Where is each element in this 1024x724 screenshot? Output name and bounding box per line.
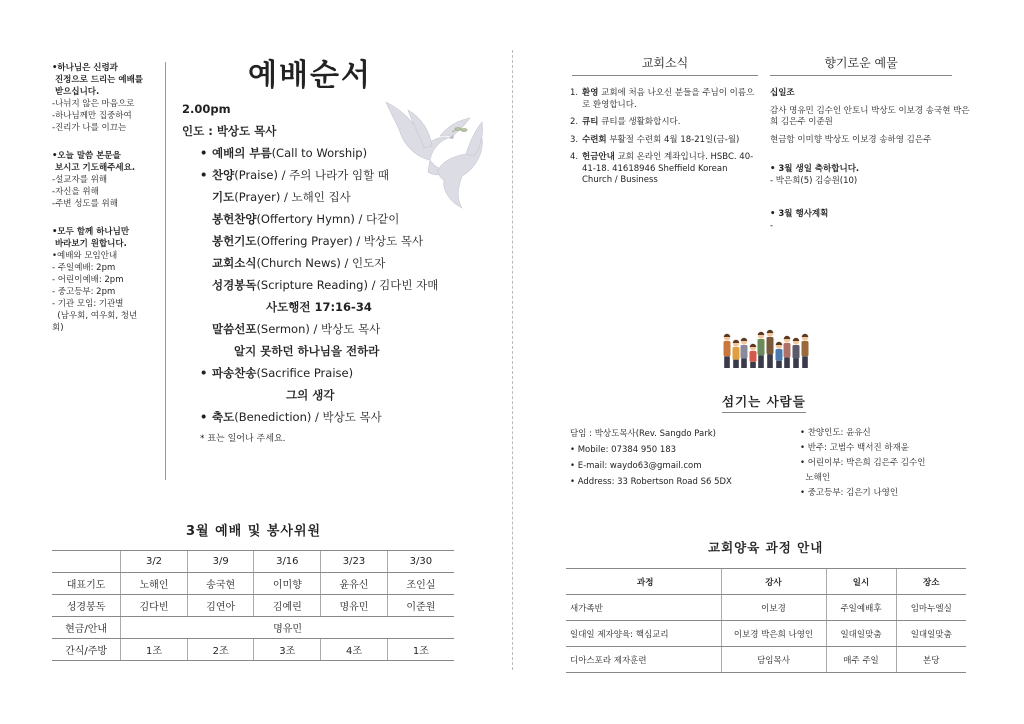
order-item-label: 말씀선포 xyxy=(212,322,257,336)
contact-line: • Mobile: 07384 950 183 xyxy=(570,445,677,455)
education-table xyxy=(566,568,966,673)
sidebar-line: -자신을 위해 xyxy=(52,187,99,197)
schedule-header-cell xyxy=(52,551,121,573)
sidebar-line: - 기관 모임: 기관별 xyxy=(52,299,124,309)
schedule-cell: 명유민 xyxy=(321,595,388,617)
worship-order xyxy=(182,98,512,450)
events-heading: • 3월 행사계획 xyxy=(770,209,829,219)
sidebar-line: •모두 함께 하나님만 xyxy=(52,227,130,237)
education-cell: 담임목사 xyxy=(721,647,826,673)
sidebar-line: - 주일예배: 2pm xyxy=(52,263,116,273)
order-bullet: • xyxy=(200,146,208,160)
schedule-cell: 4조 xyxy=(321,639,388,661)
schedule-cell: 송국현 xyxy=(187,573,254,595)
education-row xyxy=(566,621,966,647)
education-cell: 일대일맞춤 xyxy=(826,621,896,647)
schedule-cell: 이미향 xyxy=(254,573,321,595)
schedule-header-cell: 3/30 xyxy=(387,551,454,573)
person-figure xyxy=(793,338,800,368)
sidebar-line: -진리가 나를 이끄는 xyxy=(52,123,127,133)
news-text: 수련회 부활절 수련회 4월 18-21일(금-월) xyxy=(582,134,740,145)
news-num: 3. xyxy=(570,134,579,145)
news-text: 환영 교회에 처음 나오신 분들을 주님이 이름으로 환영합니다. xyxy=(582,88,755,110)
education-cell: 이보경 박은희 나영인 xyxy=(721,621,826,647)
order-item: • 찬양(Praise) / 주의 나라가 임할 때 xyxy=(182,164,512,186)
education-cell: 본당 xyxy=(896,647,966,673)
birthday-list: - 박은희(5) 김승원(10) xyxy=(770,175,858,186)
news-num: 2. xyxy=(570,117,579,127)
news-label: 헌금안내 xyxy=(582,152,615,162)
sidebar-line: •하나님은 신령과 xyxy=(52,63,118,73)
schedule-row xyxy=(52,573,454,595)
order-item: 기도(Prayer) / 노해인 집사 xyxy=(212,190,351,204)
order-item-label: 예배의 부름 xyxy=(212,146,272,160)
education-row xyxy=(566,647,966,673)
schedule-row xyxy=(52,639,454,661)
people-illustration xyxy=(722,328,816,368)
sidebar-line: •오늘 말씀 본문을 xyxy=(52,151,121,161)
education-header-cell: 과정 xyxy=(566,569,721,595)
news-item xyxy=(570,117,760,129)
person-figure xyxy=(733,340,740,368)
schedule-cell: 이준원 xyxy=(387,595,454,617)
servers-title: 섬기는 사람들 xyxy=(722,392,806,413)
sidebar-line: •예배와 모임안내 xyxy=(52,251,118,261)
tithe-label: 십일조 xyxy=(770,88,795,98)
schedule-cell: 김다빈 xyxy=(121,595,188,617)
order-item: 그의 생각 xyxy=(286,388,335,402)
news-title: 교회소식 xyxy=(572,54,758,76)
offering-box: 현금함 이미향 박상도 이보경 송하영 김은주 xyxy=(770,134,932,145)
schedule-header-cell: 3/23 xyxy=(321,551,388,573)
order-bullet: • xyxy=(200,366,208,380)
sidebar-line: 진정으로 드리는 예배를 xyxy=(52,75,143,85)
schedule-table xyxy=(52,550,454,661)
leader-line: • 찬양인도: 윤유신 xyxy=(800,428,871,438)
order-bullet: • xyxy=(200,410,208,424)
order-item: • 예배의 부름(Call to Worship) xyxy=(182,142,512,164)
schedule-cell: 김연아 xyxy=(187,595,254,617)
person-figure xyxy=(767,330,774,368)
news-num: 4. xyxy=(570,152,579,162)
education-title: 교회양육 과정 안내 xyxy=(708,540,824,555)
sidebar-line: 보시고 기도해주세요. xyxy=(52,163,136,173)
events-list: - xyxy=(770,220,774,231)
person-figure xyxy=(741,338,748,368)
contact-line: • E-mail: waydo63@gmail.com xyxy=(570,461,702,471)
order-item: 알지 못하던 하나님을 전하라 xyxy=(234,344,380,358)
order-item: 교회소식(Church News) / 인도자 xyxy=(212,256,386,270)
schedule-cell: 성경봉독 xyxy=(52,595,121,617)
order-item: 말씀선포(Sermon) / 박상도 목사 xyxy=(212,322,381,336)
order-item-label: 파송찬송 xyxy=(212,366,257,380)
education-row xyxy=(566,595,966,621)
schedule-title: 3월 예배 및 봉사위원 xyxy=(186,524,322,539)
person-figure xyxy=(802,334,809,368)
church-news xyxy=(570,88,760,193)
schedule-cell: 대표기도 xyxy=(52,573,121,595)
offerings xyxy=(770,88,970,232)
leader-line: 노해인 xyxy=(800,473,831,483)
education-cell: 매주 주일 xyxy=(826,647,896,673)
schedule-header-cell: 3/16 xyxy=(254,551,321,573)
news-text: 헌금안내 교회 온라인 계좌입니다. HSBC. 40-41-18. 41618946 Sheffield Korean Church / Business xyxy=(582,152,754,185)
sidebar-line: 회) xyxy=(52,323,64,333)
order-item-label: 축도 xyxy=(212,410,235,424)
schedule-cell: 윤유신 xyxy=(321,573,388,595)
schedule-cell: 노해인 xyxy=(121,573,188,595)
ministry-leaders xyxy=(800,426,970,501)
education-cell: 임마누엘실 xyxy=(896,595,966,621)
sidebar-line: -나뉘지 않은 마음으로 xyxy=(52,99,135,109)
news-label: 큐티 xyxy=(582,117,599,127)
schedule-cell: 김예린 xyxy=(254,595,321,617)
thanks-offering: 감사 명유민 김수인 안토니 박상도 이보경 송국현 박은희 김은주 이준원 xyxy=(770,105,970,127)
news-text: 큐티 큐티를 생활화합시다. xyxy=(582,117,681,127)
schedule-header-cell: 3/9 xyxy=(187,551,254,573)
order-item: 봉헌기도(Offering Prayer) / 박상도 목사 xyxy=(212,234,424,248)
schedule-cell: 1조 xyxy=(121,639,188,661)
sidebar-line: -설교자를 위해 xyxy=(52,175,108,185)
service-time: 2.00pm xyxy=(182,102,231,116)
order-title: 예배순서 xyxy=(248,58,372,93)
education-cell: 주일예배후 xyxy=(826,595,896,621)
person-figure xyxy=(724,334,731,368)
birthday-heading: • 3월 생일 축하합니다. xyxy=(770,164,860,174)
contact-line: 담임 : 박상도목사(Rev. Sangdo Park) xyxy=(570,429,716,439)
education-cell: 새가족반 xyxy=(566,595,721,621)
sidebar-notes xyxy=(52,62,160,350)
education-header-cell: 일시 xyxy=(826,569,896,595)
education-cell: 이보경 xyxy=(721,595,826,621)
order-item-label: 봉헌기도 xyxy=(212,234,257,248)
order-item: 성경봉독(Scripture Reading) / 김다빈 자매 xyxy=(212,278,439,292)
service-leader: 인도 : 박상도 목사 xyxy=(182,124,277,138)
sidebar-line: - 중고등부: 2pm xyxy=(52,287,116,297)
education-header-cell: 강사 xyxy=(721,569,826,595)
order-item-label: 기도 xyxy=(212,190,235,204)
schedule-cell: 현금/안내 xyxy=(52,617,121,639)
sidebar-block xyxy=(52,150,160,210)
leader-line: • 어린이부: 박은희 김은주 김수인 xyxy=(800,458,926,468)
schedule-cell: 간식/주방 xyxy=(52,639,121,661)
education-cell: 일대일 제자양육: 핵심교리 xyxy=(566,621,721,647)
education-cell: 디아스포라 제자훈련 xyxy=(566,647,721,673)
leader-line: • 중고등부: 김은기 나영인 xyxy=(800,488,899,498)
schedule-header-cell: 3/2 xyxy=(121,551,188,573)
person-figure xyxy=(784,336,791,368)
news-item xyxy=(570,88,760,111)
education-cell: 일대일맞춤 xyxy=(896,621,966,647)
offering-title: 향기로운 예물 xyxy=(770,54,952,76)
page-fold-divider xyxy=(512,50,513,670)
sidebar-divider xyxy=(165,62,166,480)
schedule-row xyxy=(52,617,454,639)
sidebar-line: - 어린이예배: 2pm xyxy=(52,275,124,285)
schedule-cell: 1조 xyxy=(387,639,454,661)
sidebar-line: 받으십니다. xyxy=(52,87,100,97)
order-item: 사도행전 17:16-34 xyxy=(266,300,372,314)
schedule-cell: 3조 xyxy=(254,639,321,661)
news-label: 수련회 xyxy=(582,134,607,145)
order-item-label: 교회소식 xyxy=(212,256,257,270)
standing-note: * 표는 일어나 주세요. xyxy=(200,434,286,444)
order-item: • 축도(Benediction) / 박상도 목사 xyxy=(182,406,512,428)
order-item: • 파송찬송(Sacrifice Praise) xyxy=(182,362,512,384)
sidebar-line: (남우회, 여우회, 청년 xyxy=(52,311,138,321)
person-figure xyxy=(776,342,783,368)
leader-line: • 반주: 고범수 백서진 하재윤 xyxy=(800,443,910,453)
order-item-label: 봉헌찬양 xyxy=(212,212,257,226)
sidebar-line: -하나님께만 집중하여 xyxy=(52,111,132,121)
order-item-label: 성경봉독 xyxy=(212,278,257,292)
news-item xyxy=(570,135,760,147)
person-figure xyxy=(750,344,757,368)
sidebar-line: -주변 성도를 위해 xyxy=(52,199,118,209)
news-label: 환영 xyxy=(582,88,599,98)
sidebar-block xyxy=(52,62,160,134)
schedule-row xyxy=(52,595,454,617)
schedule-cell: 조인실 xyxy=(387,573,454,595)
person-figure xyxy=(758,332,765,368)
news-num: 1. xyxy=(570,88,579,98)
sidebar-block xyxy=(52,226,160,334)
order-item: 봉헌찬양(Offertory Hymn) / 다같이 xyxy=(212,212,400,226)
news-item xyxy=(570,152,760,187)
pastor-contact xyxy=(570,426,790,490)
schedule-cell: 명유민 xyxy=(121,617,454,639)
contact-line: • Address: 33 Robertson Road S6 5DX xyxy=(570,477,732,487)
education-header-cell: 장소 xyxy=(896,569,966,595)
order-bullet: • xyxy=(200,168,208,182)
order-item-label: 찬양 xyxy=(212,168,235,182)
sidebar-line: 바라보기 원합니다. xyxy=(52,239,127,249)
schedule-cell: 2조 xyxy=(187,639,254,661)
